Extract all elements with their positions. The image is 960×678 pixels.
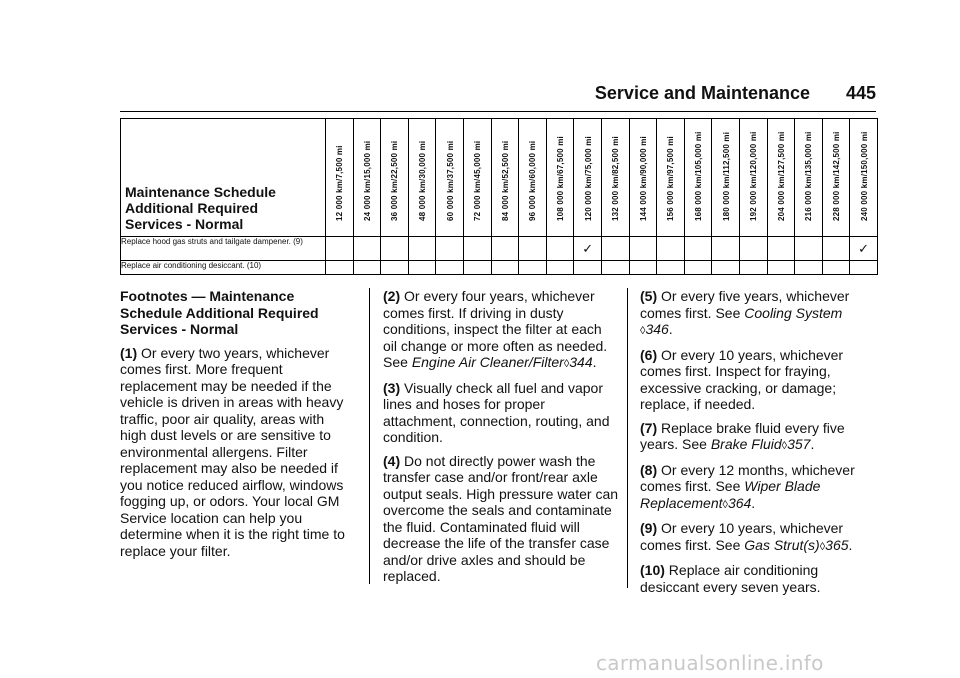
schedule-cell	[408, 261, 436, 275]
schedule-cell	[739, 261, 767, 275]
cross-reference-link[interactable]: Wiper Blade Replacement	[640, 478, 821, 511]
schedule-cell	[574, 261, 602, 275]
schedule-cell	[657, 261, 685, 275]
schedule-cell	[381, 237, 409, 261]
table-row	[121, 237, 878, 261]
schedule-cell	[326, 237, 354, 261]
schedule-cell	[629, 261, 657, 275]
interval-label: 156 000 km/97,500 mi	[666, 136, 676, 221]
schedule-cell	[822, 237, 850, 261]
maintenance-schedule-table	[120, 118, 878, 275]
interval-label: 96 000 km/60,000 mi	[528, 140, 538, 221]
service-description: Replace air conditioning desiccant. (10)	[121, 261, 326, 275]
interval-label: 120 000 km/75,000 mi	[583, 136, 593, 221]
interval-header	[767, 119, 795, 237]
interval-header	[326, 119, 354, 237]
schedule-cell	[657, 237, 685, 261]
cross-reference-link[interactable]: Brake Fluid	[710, 436, 782, 452]
interval-label: 24 000 km/15,000 mi	[362, 140, 372, 221]
footnotes-column-3	[640, 288, 876, 602]
footnote-5: (5) Or every five years, whichever comes first. See Cooling System ◊346.	[640, 288, 850, 337]
checkmark-cell: ✓	[850, 237, 878, 261]
schedule-cell	[712, 237, 740, 261]
schedule-cell	[436, 261, 464, 275]
interval-header	[491, 119, 519, 237]
schedule-cell	[739, 237, 767, 261]
interval-label: 72 000 km/45,000 mi	[473, 140, 483, 221]
page-ref-icon: ◊	[563, 358, 570, 370]
footnote-7: (7) Replace brake fluid every five years. See Brake Fluid◊357.	[640, 419, 845, 452]
interval-label: 216 000 km/135,000 mi	[804, 131, 814, 221]
watermark: carmanualsonline.info	[596, 651, 824, 675]
interval-header	[739, 119, 767, 237]
interval-label: 180 000 km/112,500 mi	[721, 131, 731, 221]
interval-header	[546, 119, 574, 237]
page-number: 445	[845, 83, 876, 103]
schedule-cell	[601, 237, 629, 261]
interval-header	[353, 119, 381, 237]
interval-header	[684, 119, 712, 237]
interval-label: 108 000 km/67,500 mi	[556, 136, 566, 221]
cross-reference-link[interactable]: Engine Air Cleaner/Filter	[411, 354, 564, 370]
table-heading-cell	[121, 119, 326, 237]
interval-label: 84 000 km/52,500 mi	[500, 140, 510, 221]
schedule-cell	[850, 261, 878, 275]
schedule-cell	[353, 237, 381, 261]
service-description: Replace hood gas struts and tailgate dampener. (9)	[121, 237, 326, 261]
interval-header	[850, 119, 878, 237]
page-ref-icon: ◊	[819, 540, 826, 553]
table-heading: Maintenance Schedule Additional Required Services - Normal	[125, 184, 276, 232]
schedule-cell	[601, 261, 629, 275]
schedule-cell	[546, 261, 574, 275]
page-header	[120, 83, 876, 105]
interval-label: 60 000 km/37,500 mi	[445, 140, 455, 221]
interval-header	[381, 119, 409, 237]
interval-header	[574, 119, 602, 237]
schedule-cell	[767, 261, 795, 275]
interval-label: 48 000 km/30,000 mi	[418, 140, 428, 221]
schedule-cell	[491, 261, 519, 275]
footnote-2: (2) Or every four years, whichever comes first. If driving in dusty conditions, inspect the filter at each oil change or more often as needed. See Engine Air Cleaner/Filter◊344.	[383, 288, 608, 370]
footnotes-heading: Footnotes — Maintenance Schedule Additional Required Services - Normal	[120, 288, 319, 337]
column-divider	[369, 288, 370, 584]
page-ref-icon: ◊	[781, 440, 788, 452]
schedule-cell	[822, 261, 850, 275]
interval-header	[436, 119, 464, 237]
checkmark-cell: ✓	[574, 237, 602, 261]
schedule-cell	[326, 261, 354, 275]
page-ref[interactable]: 357	[787, 436, 811, 452]
schedule-cell	[546, 237, 574, 261]
page-ref[interactable]: 365	[825, 536, 849, 553]
table-header-row	[121, 119, 878, 237]
schedule-cell	[712, 261, 740, 275]
footnote-10: (10) Replace air conditioning desiccant every seven years.	[640, 562, 821, 595]
page-ref-icon: ◊	[722, 498, 728, 511]
interval-header	[795, 119, 823, 237]
cross-reference-link[interactable]: Cooling System	[744, 304, 843, 321]
page-ref[interactable]: 364	[727, 494, 752, 511]
schedule-cell	[436, 237, 464, 261]
interval-header	[408, 119, 436, 237]
page-ref-icon: ◊	[640, 325, 646, 337]
interval-header	[712, 119, 740, 237]
schedule-cell	[629, 237, 657, 261]
schedule-cell	[463, 237, 491, 261]
footnotes-column-2	[383, 288, 619, 592]
schedule-cell	[684, 261, 712, 275]
interval-label: 132 000 km/82,500 mi	[611, 136, 621, 221]
schedule-cell	[408, 237, 436, 261]
schedule-cell	[684, 237, 712, 261]
interval-label: 204 000 km/127,500 mi	[776, 131, 786, 221]
schedule-cell	[353, 261, 381, 275]
column-divider	[627, 288, 628, 588]
schedule-cell	[463, 261, 491, 275]
schedule-cell	[795, 237, 823, 261]
interval-header	[601, 119, 629, 237]
footnote-9: (9) Or every 10 years, whichever comes first. See Gas Strut(s)◊365.	[640, 520, 853, 553]
page-ref[interactable]: 346	[645, 321, 669, 337]
interval-label: 144 000 km/90,000 mi	[638, 136, 648, 221]
interval-header	[463, 119, 491, 237]
footnotes-column-1	[120, 288, 352, 566]
page-ref[interactable]: 344	[569, 354, 593, 370]
schedule-cell	[795, 261, 823, 275]
interval-label: 168 000 km/105,000 mi	[694, 131, 704, 221]
footnote-1: (1) Or every two years, whichever comes first. More frequent replacement may be needed if the vehicle is driven in areas with heavy traffic, poor air quality, areas with high dust levels or are sensitive to environmental allergens. Filter replacement may also be needed if you notice reduced airflow, windows fogging up, or odors. Your local GM Service location can help you determine when it is the right time to replace your filter.	[120, 344, 345, 559]
section-title: Service and Maintenance	[594, 83, 810, 103]
schedule-cell	[767, 237, 795, 261]
interval-header	[822, 119, 850, 237]
interval-header	[657, 119, 685, 237]
interval-label: 192 000 km/120,000 mi	[749, 131, 759, 221]
schedule-cell	[491, 237, 519, 261]
footnote-8: (8) Or every 12 months, whichever comes first. See Wiper Blade Replacement◊364.	[640, 461, 855, 511]
interval-label: 36 000 km/22,500 mi	[390, 140, 400, 221]
footnote-4: (4) Do not directly power wash the transfer case and/or front/rear axle output seals. High pressure water can overcome the seals and contaminate the fluid. Contaminated fluid will decrease the life of the transfer case and/or drive axles and should be replaced.	[383, 452, 619, 584]
header-rule	[120, 111, 876, 112]
footnote-6: (6) Or every 10 years, whichever comes first. Inspect for fraying, excessive cracking, or damage; replace, if needed.	[640, 346, 844, 412]
interval-label: 12 000 km/7,500 mi	[335, 145, 345, 221]
interval-label: 228 000 km/142,500 mi	[831, 131, 841, 221]
interval-header	[519, 119, 547, 237]
schedule-cell	[519, 237, 547, 261]
footnote-3: (3) Visually check all fuel and vapor lines and hoses for proper attachment, connection, routing, and condition.	[383, 379, 610, 445]
cross-reference-link[interactable]: Gas Strut(s)	[744, 536, 820, 553]
schedule-cell	[519, 261, 547, 275]
table-row	[121, 261, 878, 275]
interval-label: 240 000 km/150,000 mi	[859, 131, 869, 221]
schedule-cell	[381, 261, 409, 275]
interval-header	[629, 119, 657, 237]
